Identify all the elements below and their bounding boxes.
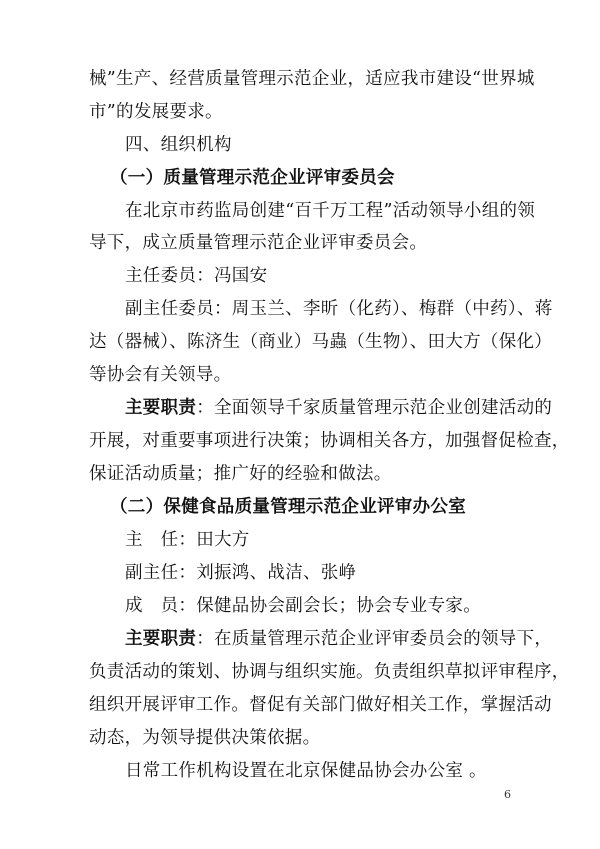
line-text: 市”的发展要求。 — [89, 102, 223, 122]
text-line — [89, 462, 392, 486]
line-text: 保证活动质量；推广好的经验和做法。 — [89, 464, 392, 484]
text-line — [89, 660, 570, 684]
line-text: 导下，成立质量管理示范企业评审委员会。 — [89, 233, 428, 253]
line-text: 负责活动的策划、协调与组织实施。负责组织草拟评审程序， — [89, 662, 570, 682]
text-line — [125, 561, 356, 585]
line-text: 四、组织机构 — [125, 135, 232, 155]
line-text: 动态，为领导提供决策依据。 — [89, 728, 321, 748]
line-text: 达（器械）、陈济生（商业）马蟲（生物）、田大方（保化） — [89, 332, 553, 352]
text-line — [125, 396, 552, 420]
text-line — [125, 133, 232, 157]
text-line — [125, 199, 535, 223]
line-text: 日常工作机构设置在北京保健品协会办公室 。 — [125, 761, 487, 781]
line-text: 主 任：田大方 — [125, 530, 250, 550]
line-text: 械”生产、经营质量管理示范企业，适应我市建设“世界城 — [89, 69, 535, 89]
text-line — [125, 528, 250, 552]
text-line — [89, 231, 427, 255]
line-text: 在北京市药监局创建“百千万工程”活动领导小组的领 — [125, 201, 536, 221]
line-text: 等协会有关领导。 — [89, 365, 232, 385]
text-line — [125, 627, 552, 651]
page-number: 6 — [504, 788, 511, 801]
text-line — [89, 693, 552, 717]
duty-label: 主要职责 — [125, 629, 197, 649]
text-line — [89, 100, 223, 124]
text-line — [125, 759, 487, 783]
text-line — [125, 594, 481, 618]
text-line — [110, 166, 395, 190]
text-line — [89, 67, 535, 91]
line-text: 开展，对重要事项进行决策；协调相关各方，加强督促检查， — [89, 431, 570, 451]
line-text: 副主任：刘振鸿、战洁、张峥 — [125, 563, 357, 583]
text-line — [89, 363, 231, 387]
duty-label: 主要职责 — [125, 398, 197, 418]
line-text: ：在质量管理示范企业评审委员会的领导下， — [196, 629, 553, 649]
line-text: 成 员：保健品协会副会长；协会专业专家。 — [125, 596, 481, 616]
line-text: 副主任委员：周玉兰、李昕（化药）、梅群（中药）、蒋 — [125, 299, 553, 319]
text-line — [89, 429, 570, 453]
line-text: 主任委员：冯国安 — [125, 266, 268, 286]
line-text: ：全面领导千家质量管理示范企业创建活动的 — [196, 398, 553, 418]
text-line — [89, 726, 320, 750]
text-line — [110, 495, 466, 519]
line-text: 组织开展评审工作。督促有关部门做好相关工作，掌握活动 — [89, 695, 552, 715]
text-line — [125, 297, 553, 321]
line-text: （一）质量管理示范企业评审委员会 — [110, 168, 395, 188]
text-line — [125, 264, 267, 288]
text-line — [89, 330, 552, 354]
line-text: （二）保健食品质量管理示范企业评审办公室 — [110, 497, 466, 517]
